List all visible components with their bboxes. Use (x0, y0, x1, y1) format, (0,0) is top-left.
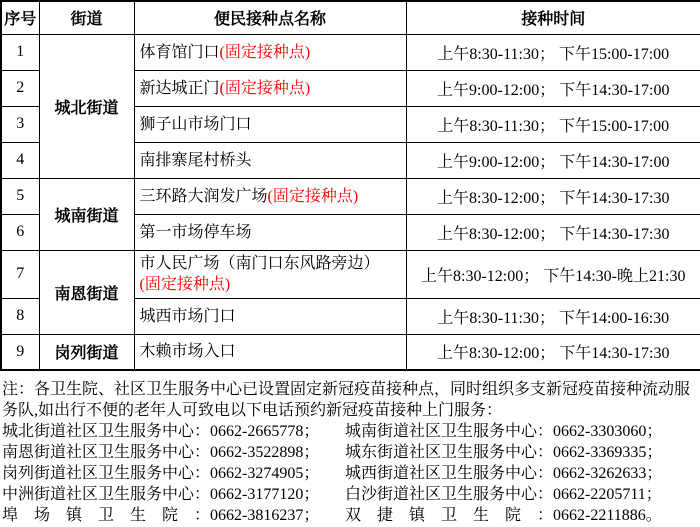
table-row (1, 34, 700, 70)
serial-cell: 5 (1, 178, 39, 214)
fixed-point-tag: (固定接种点) (219, 79, 311, 97)
site-name-cell (134, 298, 406, 334)
serial-cell: 6 (1, 214, 39, 250)
note-section (0, 371, 700, 526)
phone-entry-nanen: 南恩街道社区卫生服务中心：0662-3522898； (2, 444, 320, 461)
serial-cell: 7 (1, 250, 39, 298)
note-text-line-1: 注：各卫生院、社区卫生服务中心已设置固定新冠疫苗接种点，同时组织多支新冠疫苗接种流动服 (2, 381, 691, 398)
site-name-cell (134, 334, 406, 370)
phone-entry-ganglie: 岗列街道社区卫生服务中心：0662-3274905； (2, 465, 320, 482)
site-name: 体育馆门口 (139, 43, 220, 61)
header-time: 接种时间 (406, 1, 700, 34)
time-cell: 上午8:30-12:00； 下午14:30-17:30 (406, 214, 700, 250)
table-row (1, 178, 700, 214)
street-cell-chengnan: 城南街道 (39, 178, 134, 250)
site-name-cell (134, 106, 406, 142)
site-name: 南排寨尾村桥头 (139, 151, 252, 169)
site-name: 狮子山市场门口 (139, 115, 252, 133)
time-cell: 上午8:30-11:30； 下午15:00-17:00 (406, 106, 700, 142)
phone-line (2, 421, 700, 442)
site-name: 三环路大润发广场 (139, 187, 268, 205)
site-name-cell (134, 178, 406, 214)
serial-cell: 8 (1, 298, 39, 334)
fixed-point-tag: (固定接种点) (267, 187, 359, 205)
phone-entry-buchang: 埠 场 镇 卫 生 院 ：0662-3816237； (2, 507, 320, 524)
phone-entry-chengxi: 城西街道社区卫生服务中心：0662-3262633； (345, 465, 663, 482)
site-name-cell (134, 142, 406, 178)
time-cell: 上午8:30-11:30； 下午15:00-17:00 (406, 34, 700, 70)
phone-entry-zhongzhou: 中洲街道社区卫生服务中心：0662-3177120； (2, 486, 320, 503)
header-serial: 序号 (1, 1, 39, 34)
site-name: 市人民广场（南门口东风路旁边） (139, 255, 380, 272)
site-name-cell (134, 70, 406, 106)
serial-cell: 9 (1, 334, 39, 370)
site-name: 木赖市场入口 (139, 343, 236, 361)
table-header-row (1, 1, 700, 34)
street-cell-ganglie: 岗列街道 (39, 334, 134, 370)
fixed-point-tag: (固定接种点) (219, 43, 311, 61)
phone-line (2, 505, 700, 526)
serial-cell: 4 (1, 142, 39, 178)
site-name-cell (134, 214, 406, 250)
time-cell: 上午8:30-12:00； 下午14:30-晚上21:30 (406, 250, 700, 298)
time-cell: 上午9:00-12:00； 下午14:30-17:00 (406, 70, 700, 106)
site-name: 城西市场门口 (139, 307, 236, 325)
phone-line (2, 463, 700, 484)
phone-line (2, 442, 700, 463)
serial-cell: 2 (1, 70, 39, 106)
serial-cell: 1 (1, 34, 39, 70)
header-street: 街道 (39, 1, 134, 34)
time-cell: 上午8:30-12:00； 下午14:30-17:30 (406, 178, 700, 214)
phone-entry-chengbei: 城北街道社区卫生服务中心：0662-2665778； (2, 423, 320, 440)
site-name: 新达城正门 (139, 79, 220, 97)
phone-entry-shuangjie: 双 捷 镇 卫 生 院 ：0662-2211886。 (345, 507, 662, 524)
time-cell: 上午8:30-12:00； 下午14:30-17:30 (406, 334, 700, 370)
header-site-name: 便民接种点名称 (134, 1, 406, 34)
street-cell-nanen: 南恩街道 (39, 250, 134, 334)
table-row (1, 334, 700, 370)
serial-cell: 3 (1, 106, 39, 142)
site-name-cell (134, 34, 406, 70)
phone-entry-chengdong: 城东街道社区卫生服务中心：0662-3369335； (345, 444, 663, 461)
phone-entry-baisha: 白沙街道社区卫生服务中心：0662-2205711； (345, 486, 662, 503)
note-text-line-2: 务队,如出行不便的老年人可致电以下电话预约新冠疫苗接种上门服务： (2, 402, 503, 419)
street-cell-chengbei: 城北街道 (39, 34, 134, 178)
site-name-cell (134, 250, 406, 298)
time-cell: 上午9:00-12:00； 下午14:30-17:00 (406, 142, 700, 178)
phone-entry-chengnan: 城南街道社区卫生服务中心：0662-3303060； (345, 423, 663, 440)
time-cell: 上午8:30-11:30； 下午14:00-16:30 (406, 298, 700, 334)
phone-line (2, 484, 700, 505)
site-name: 第一市场停车场 (139, 223, 252, 241)
table-row (1, 250, 700, 298)
fixed-point-tag: (固定接种点) (139, 276, 231, 293)
